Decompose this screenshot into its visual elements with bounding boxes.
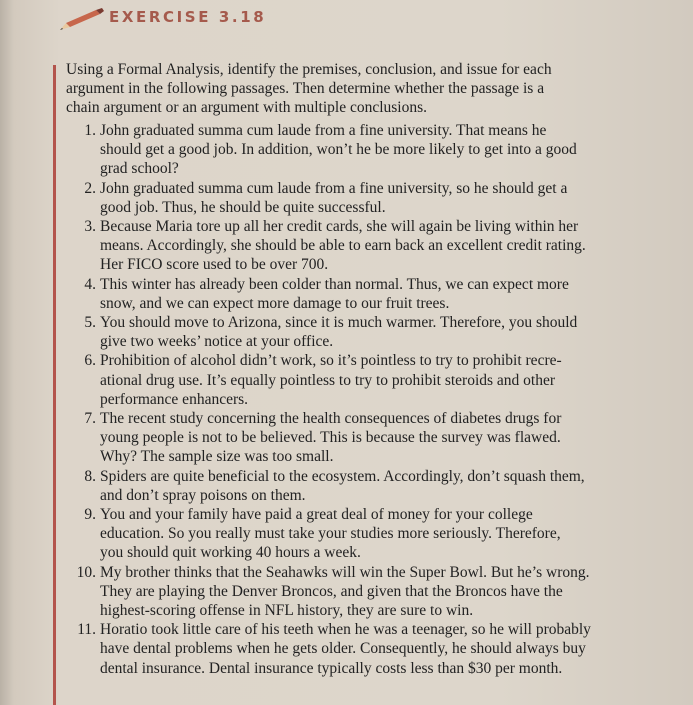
item-text-line: you should quit working 40 hours a week.: [100, 544, 361, 562]
item-text-line: good job. Thus, he should be quite successful.: [100, 198, 386, 216]
item-text-line: Horatio took little care of his teeth when he was a teenager, so he will probably: [100, 621, 591, 639]
item-text-line: The recent study concerning the health consequences of diabetes drugs for: [100, 410, 562, 428]
instructions: [66, 60, 552, 117]
item-number: 5.: [84, 314, 96, 332]
exercise-item: [66, 121, 591, 179]
item-text-line: Because Maria tore up all her credit cards, she will again be living within her: [100, 218, 579, 236]
item-text-line: This winter has already been colder than normal. Thus, we can expect more: [100, 275, 569, 293]
item-number: 11.: [77, 621, 96, 639]
instructions-line: Using a Formal Analysis, identify the premises, conclusion, and issue for each: [66, 61, 552, 78]
item-text-line: You should move to Arizona, since it is much warmer. Therefore, you should: [100, 314, 578, 332]
item-number: 1.: [84, 122, 96, 139]
item-text-line: Prohibition of alcohol didn’t work, so it’s pointless to try to prohibit recre-: [100, 352, 562, 370]
margin-rule: [53, 65, 56, 705]
exercise-item: [66, 620, 591, 678]
item-number: 8.: [84, 467, 96, 485]
exercise-item: [66, 351, 591, 409]
instructions-line: chain argument or an argument with multiple conclusions.: [66, 99, 428, 116]
item-text-line: Spiders are quite beneficial to the ecosystem. Accordingly, don’t squash them,: [100, 467, 585, 485]
exercise-item: [66, 217, 591, 275]
item-number: 3.: [84, 218, 96, 236]
item-text-line: grad school?: [100, 160, 179, 178]
item-number: 10.: [76, 563, 96, 581]
item-text-line: John graduated summa cum laude from a fine university. That means he: [100, 122, 547, 139]
item-number: 6.: [84, 352, 96, 370]
pencil-icon: [56, 8, 106, 32]
item-text-line: performance enhancers.: [100, 390, 249, 408]
item-text-line: should get a good job. In addition, won’t he be more likely to get into a good: [100, 141, 577, 159]
item-text-line: They are playing the Denver Broncos, and given that the Broncos have the: [100, 582, 563, 600]
item-text-line: highest-scoring offense in NFL history, they are sure to win.: [100, 602, 474, 620]
exercise-item: [66, 313, 591, 351]
exercise-title: EXERCISE 3.18: [109, 8, 267, 26]
item-text-line: give two weeks’ notice at your office.: [100, 333, 334, 351]
item-number: 2.: [84, 179, 96, 197]
item-text-line: and don’t spray poisons on them.: [100, 486, 306, 504]
item-text-line: snow, and we can expect more damage to our fruit trees.: [100, 294, 450, 312]
exercise-list: [66, 121, 591, 678]
exercise-item: [66, 563, 591, 621]
item-text-line: John graduated summa cum laude from a fine university, so he should get a: [100, 179, 568, 197]
item-text-line: have dental problems when he gets older. Consequently, he should always buy: [100, 640, 586, 658]
exercise-item: [66, 275, 591, 313]
item-text-line: education. So you really must take your studies more seriously. Therefore,: [100, 525, 561, 543]
item-number: 4.: [84, 275, 96, 293]
exercise-item: [66, 505, 591, 563]
item-text-line: You and your family have paid a great deal of money for your college: [100, 506, 533, 524]
item-text-line: Her FICO score used to be over 700.: [100, 256, 329, 274]
item-text-line: ational drug use. It’s equally pointless to try to prohibit steroids and other: [100, 371, 556, 389]
instructions-line: argument in the following passages. Then determine whether the passage is a: [66, 80, 545, 97]
exercise-item: [66, 467, 591, 505]
item-text-line: means. Accordingly, she should be able to earn back an excellent credit rating.: [100, 237, 586, 255]
item-text-line: young people is not to be believed. This is because the survey was flawed.: [100, 429, 561, 447]
item-text-line: dental insurance. Dental insurance typically costs less than $30 per month.: [100, 659, 563, 677]
exercise-item: [66, 179, 591, 217]
item-number: 9.: [84, 506, 96, 524]
exercise-item: [66, 409, 591, 467]
item-text-line: Why? The sample size was too small.: [100, 448, 334, 466]
item-text-line: My brother thinks that the Seahawks will win the Super Bowl. But he’s wrong.: [100, 563, 590, 581]
item-number: 7.: [84, 410, 96, 428]
